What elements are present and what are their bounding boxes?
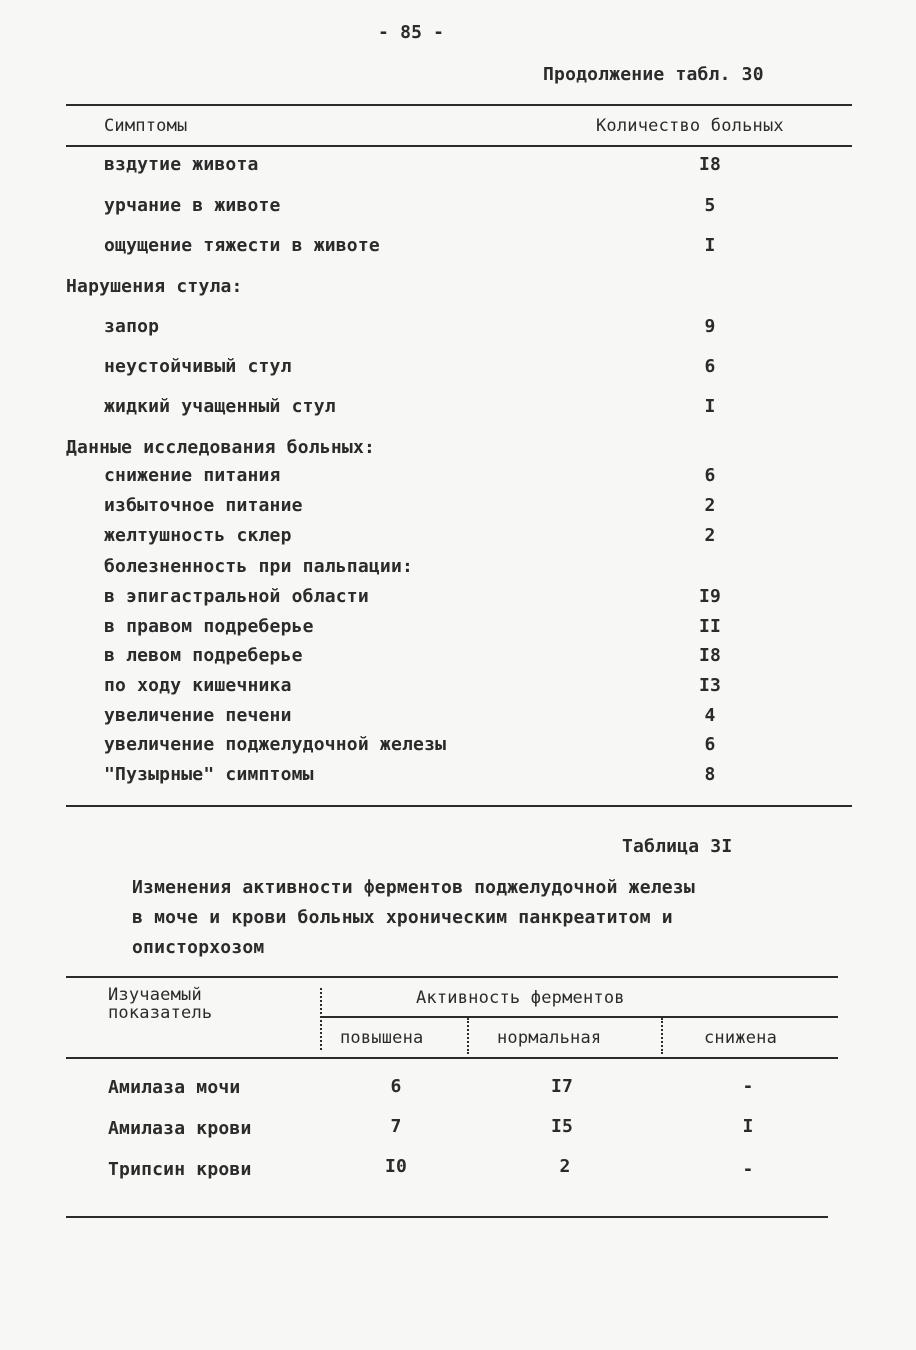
table-cell: 6 (390, 1076, 402, 1097)
table-row-value: I (704, 235, 716, 256)
table-row-label: жидкий учащенный стул (104, 396, 336, 417)
table-cell: 7 (390, 1116, 402, 1137)
table31-column-divider (320, 988, 322, 1050)
table-row-value: I8 (698, 154, 722, 175)
page-number: - 85 - (378, 22, 445, 43)
table-cell: I5 (550, 1116, 574, 1137)
table31-caption-line-2: в моче и крови больных хроническим панкреатитом и (132, 907, 673, 928)
section-heading: Данные исследования больных: (66, 437, 376, 458)
table-row-label: снижение питания (104, 465, 281, 486)
table-row-value: 6 (704, 734, 716, 755)
table-row-value: 6 (704, 356, 716, 377)
table31-subheader-decreased: снижена (704, 1028, 778, 1048)
table-row-value: 2 (704, 495, 716, 516)
table-row-value: I3 (698, 675, 722, 696)
table-cell: 2 (559, 1156, 571, 1177)
table-row-label: избыточное питание (104, 495, 303, 516)
table-row-label: урчание в животе (104, 195, 281, 216)
table-row-value: I8 (698, 645, 722, 666)
table31-bottom-rule (66, 1216, 828, 1218)
table-row-value: 8 (704, 764, 716, 785)
table-row-value: I9 (698, 586, 722, 607)
table-row-label: ощущение тяжести в животе (104, 235, 380, 256)
table-row-label: увеличение печени (104, 705, 292, 726)
table-row-value: 6 (704, 465, 716, 486)
section-heading: Нарушения стула: (66, 276, 243, 297)
table-row-label: в левом подреберье (104, 645, 303, 666)
table-cell: - (742, 1076, 754, 1097)
table31-label: Таблица 3I (622, 836, 733, 857)
table-row-label: в эпигастральной области (104, 586, 369, 607)
table-row-label: "Пузырные" симптомы (104, 764, 314, 785)
table-row-value: 2 (704, 525, 716, 546)
table31-subheader-rule (322, 1016, 838, 1018)
table-row-label: увеличение поджелудочной железы (104, 734, 447, 755)
table-row-label: Амилаза крови (108, 1118, 252, 1139)
subsection-heading: болезненность при пальпации: (104, 556, 414, 577)
table-row-label: неустойчивый стул (104, 356, 292, 377)
table-row-label: в правом подреберье (104, 616, 314, 637)
table-row-value: 4 (704, 705, 716, 726)
table-cell: I (742, 1116, 754, 1137)
table31-column-divider (661, 1018, 663, 1054)
table-row-label: желтушность склер (104, 525, 292, 546)
table-cell: I0 (384, 1156, 408, 1177)
table31-header-indicator: Изучаемый показатель (108, 985, 213, 1023)
table-cell: I7 (550, 1076, 574, 1097)
table-row-label: Амилаза мочи (108, 1077, 241, 1098)
table31-column-divider (467, 1018, 469, 1054)
table31-caption-line-1: Изменения активности ферментов поджелудочной железы (132, 877, 695, 898)
table-row-label: вздутие живота (104, 154, 259, 175)
table31-caption-line-3: описторхозом (132, 937, 265, 958)
table-row-value: II (698, 616, 722, 637)
table30-header-count: Количество больных (596, 116, 784, 136)
table-row-label: Трипсин крови (108, 1159, 252, 1180)
table-row-label: запор (104, 316, 160, 337)
table30-header-symptoms: Симптомы (104, 116, 188, 136)
table-row-value: 5 (704, 195, 716, 216)
table31-subheader-increased: повышена (340, 1028, 424, 1048)
table31-top-rule (66, 976, 838, 978)
table31-subheader-normal: нормальная (497, 1028, 602, 1048)
table-cell: - (742, 1159, 754, 1180)
table31-header-activity: Активность ферментов (416, 988, 625, 1008)
table-row-value: 9 (704, 316, 716, 337)
table-row-label: по ходу кишечника (104, 675, 292, 696)
table-row-value: I (704, 396, 716, 417)
table30-top-rule (66, 104, 852, 106)
table31-header-rule (66, 1057, 838, 1059)
table30-header-rule (66, 145, 852, 147)
continuation-title: Продолжение табл. 30 (543, 64, 764, 85)
table30-bottom-rule (66, 805, 852, 807)
